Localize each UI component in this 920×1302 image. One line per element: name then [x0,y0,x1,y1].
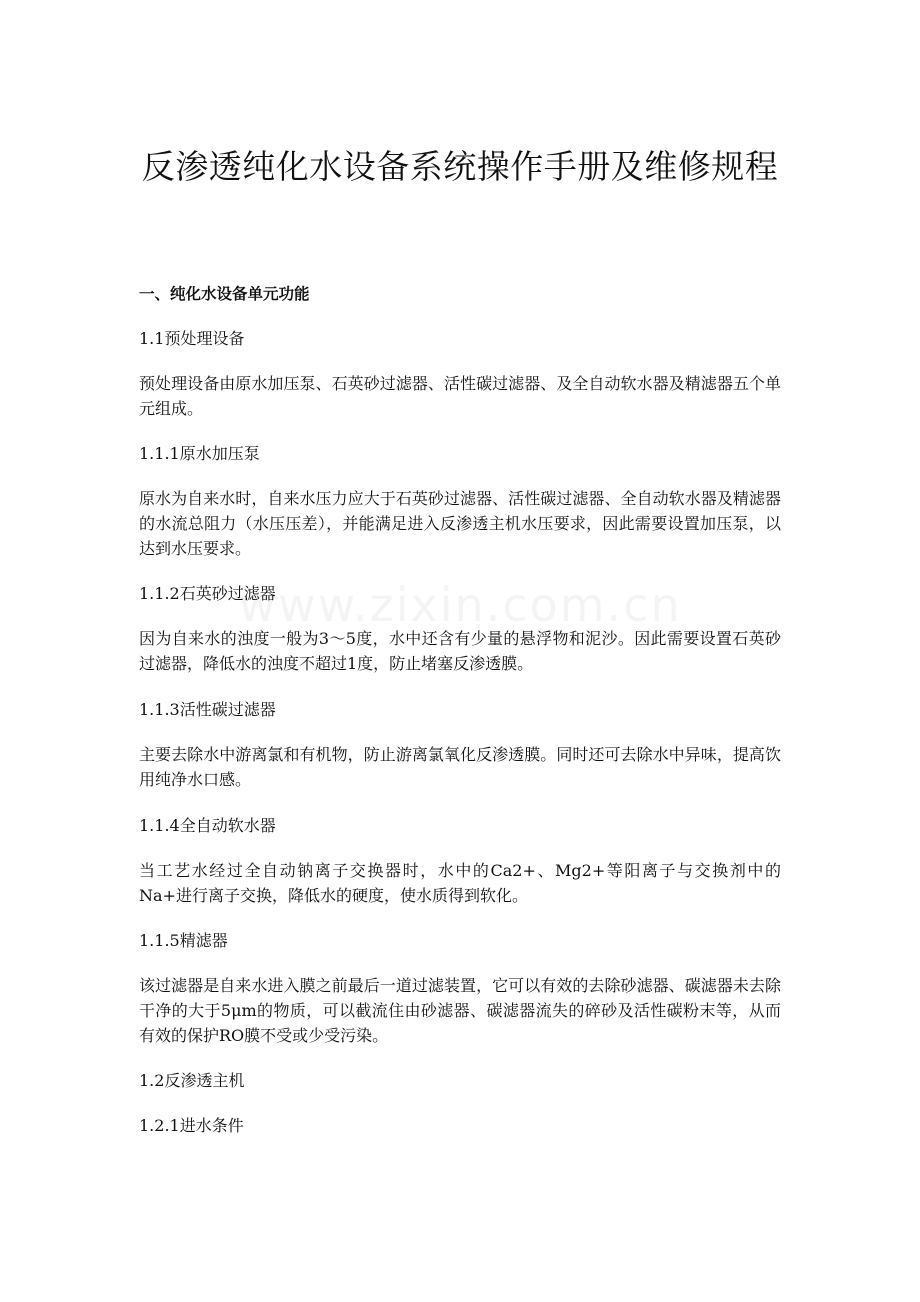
paragraph: 因为自来水的浊度一般为3～5度，水中还含有少量的悬浮物和泥沙。因此需要设置石英砂过滤器，降低水的浊度不超过1度，防止堵塞反渗透膜。 [139,629,781,673]
paragraph: 原水为自来水时，自来水压力应大于石英砂过滤器、活性碳过滤器、全自动软水器及精滤器的水流总阻力（水压压差），并能满足进入反渗透主机水压要求，因此需要设置加压泵，以达到水压要求。 [139,489,781,558]
watermark: www.zixin.com.cn [238,578,682,632]
subsection-heading: 1.1.1原水加压泵 [139,444,260,463]
paragraph: 主要去除水中游离氯和有机物，防止游离氯氧化反渗透膜。同时还可去除水中异味，提高饮用纯净水口感。 [139,745,781,789]
subsection-heading: 1.1.3活性碳过滤器 [139,700,276,719]
paragraph: 当工艺水经过全自动钠离子交换器时，水中的Ca2+、Mg2+等阳离子与交换剂中的Na+进行离子交换，降低水的硬度，使水质得到软化。 [139,861,781,905]
paragraph: 该过滤器是自来水进入膜之前最后一道过滤装置，它可以有效的去除砂滤器、碳滤器未去除干净的大于5μm的物质，可以截流住由砂滤器、碳滤器流失的碎砂及活性碳粉末等，从而有效的保护RO膜不受或少受污染。 [139,976,781,1045]
subsection-heading: 1.2.1进水条件 [139,1116,244,1135]
subsection-heading: 1.1.4全自动软水器 [139,816,276,835]
subsection-heading: 1.2反渗透主机 [139,1071,245,1090]
section-heading: 一、纯化水设备单元功能 [139,285,310,303]
subsection-heading: 1.1.2石英砂过滤器 [139,584,276,603]
paragraph: 预处理设备由原水加压泵、石英砂过滤器、活性碳过滤器、及全自动软水器及精滤器五个单元组成。 [139,374,781,418]
subsection-heading: 1.1预处理设备 [139,329,245,348]
subsection-heading: 1.1.5精滤器 [139,931,228,950]
document-title: 反渗透纯化水设备系统操作手册及维修规程 [141,147,779,186]
